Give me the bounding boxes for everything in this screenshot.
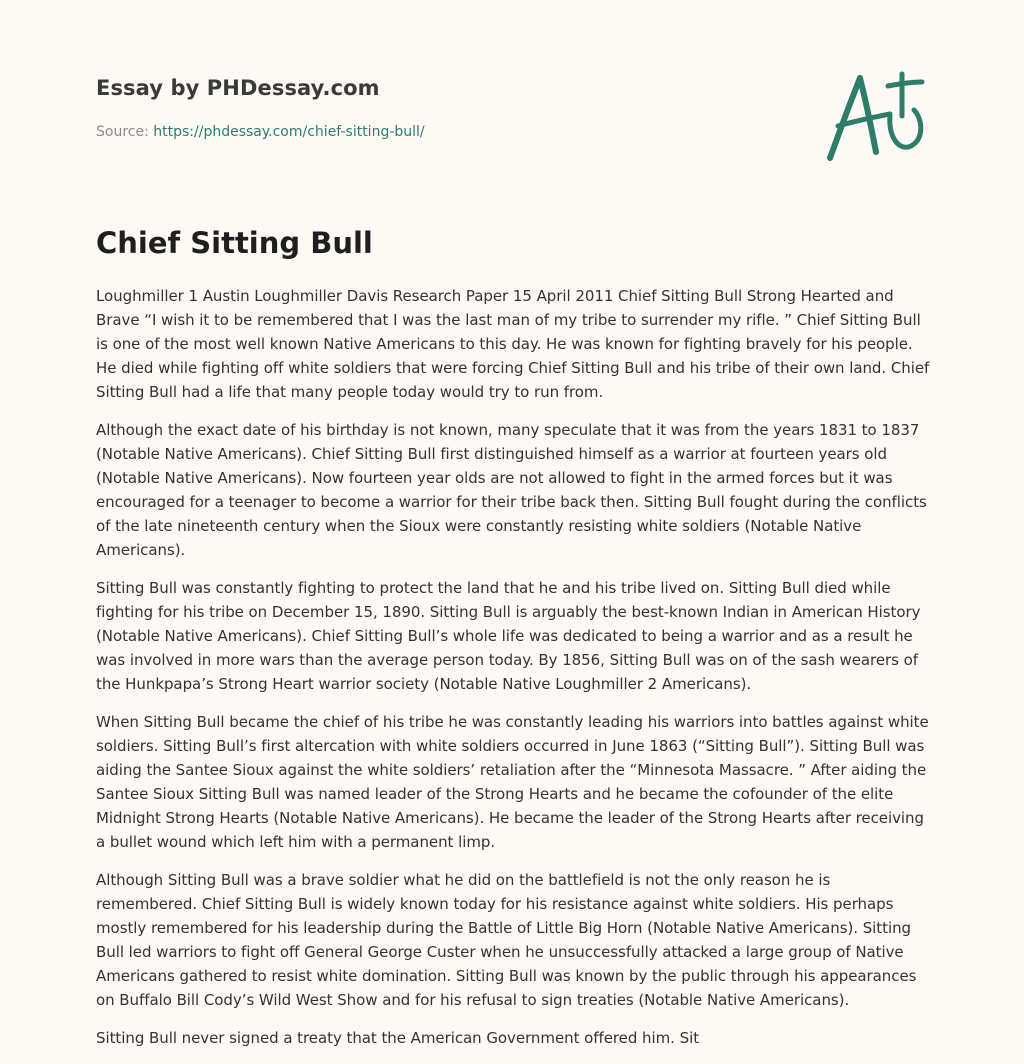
essay-body [96, 284, 932, 1064]
essay-title: Chief Sitting Bull [96, 226, 373, 260]
essay-paragraph: When Sitting Bull became the chief of his tribe he was constantly leading his warriors into battles against white soldiers. Sitting Bull’s first altercation with white soldiers occurred in June 1863 (“Sitting Bull”). Sitting Bull was aiding the Santee Sioux against the white soldiers’ retaliation after the “Minnesota Massacre. ” After aiding the Santee Sioux Sitting Bull was named leader of the Strong Hearts and he became the cofounder of the elite Midnight Strong Hearts (Notable Native Americans). He became the leader of the Strong Hearts after receiving a bullet wound which left him with a permanent limp. [96, 713, 929, 851]
essay-paragraph: Sitting Bull never signed a treaty that the American Government offered him. Sit [96, 1029, 700, 1047]
essay-paragraph: Sitting Bull was constantly fighting to protect the land that he and his tribe lived on. Sitting Bull died while fighting for his tribe on December 15, 1890. Sitting Bull is arguably the best-known Indian in American History (Notable Native Americans). Chief Sitting Bull’s whole life was dedicated to being a warrior and as a result he was involved in more wars than the average person today. By 1856, Sitting Bull was on of the sash wearers of the Hunkpapa’s Strong Heart warrior society (Notable Native Loughmiller 2 Americans). [96, 579, 921, 693]
a-plus-logo-icon [818, 66, 930, 166]
source-label: Source: [96, 124, 154, 140]
essay-paragraph: Although the exact date of his birthday is not known, many speculate that it was from the years 1831 to 1837 (Notable Native Americans). Chief Sitting Bull first distinguished himself as a warrior at fourteen years old (Notable Native Americans). Now fourteen year olds are not allowed to fight in the armed forces but it was encouraged for a teenager to become a warrior for their tribe back then. Sitting Bull fought during the conflicts of the late nineteenth century when the Sioux were constantly resisting white soldiers (Notable Native Americans). [96, 421, 927, 559]
source-link[interactable]: https://phdessay.com/chief-sitting-bull/ [153, 124, 425, 140]
essay-paragraph: Although Sitting Bull was a brave soldier what he did on the battlefield is not the only reason he is remembered. Chief Sitting Bull is widely known today for his resistance against white soldiers. His perhaps mostly remembered for his leadership during the Battle of Little Big Horn (Notable Native Americans). Sitting Bull led warriors to fight off General George Custer when he unsuccessfully attacked a large group of Native Americans gathered to resist white domination. Sitting Bull was known by the public through his appearances on Buffalo Bill Cody’s Wild West Show and for his refusal to sign treaties (Notable Native Americans). [96, 871, 917, 1009]
essay-paragraph: Loughmiller 1 Austin Loughmiller Davis Research Paper 15 April 2011 Chief Sitting Bull Strong Hearted and Brave “I wish it to be remembered that I was the last man of my tribe to surrender my rifle. ” Chief Sitting Bull is one of the most well known Native Americans to this day. He was known for fighting bravely for his people. He died while fighting off white soldiers that were forcing Chief Sitting Bull and his tribe of their own land. Chief Sitting Bull had a life that many people today would try to run from. [96, 287, 930, 401]
source-line [96, 124, 425, 140]
site-title: Essay by PHDessay.com [96, 76, 380, 100]
